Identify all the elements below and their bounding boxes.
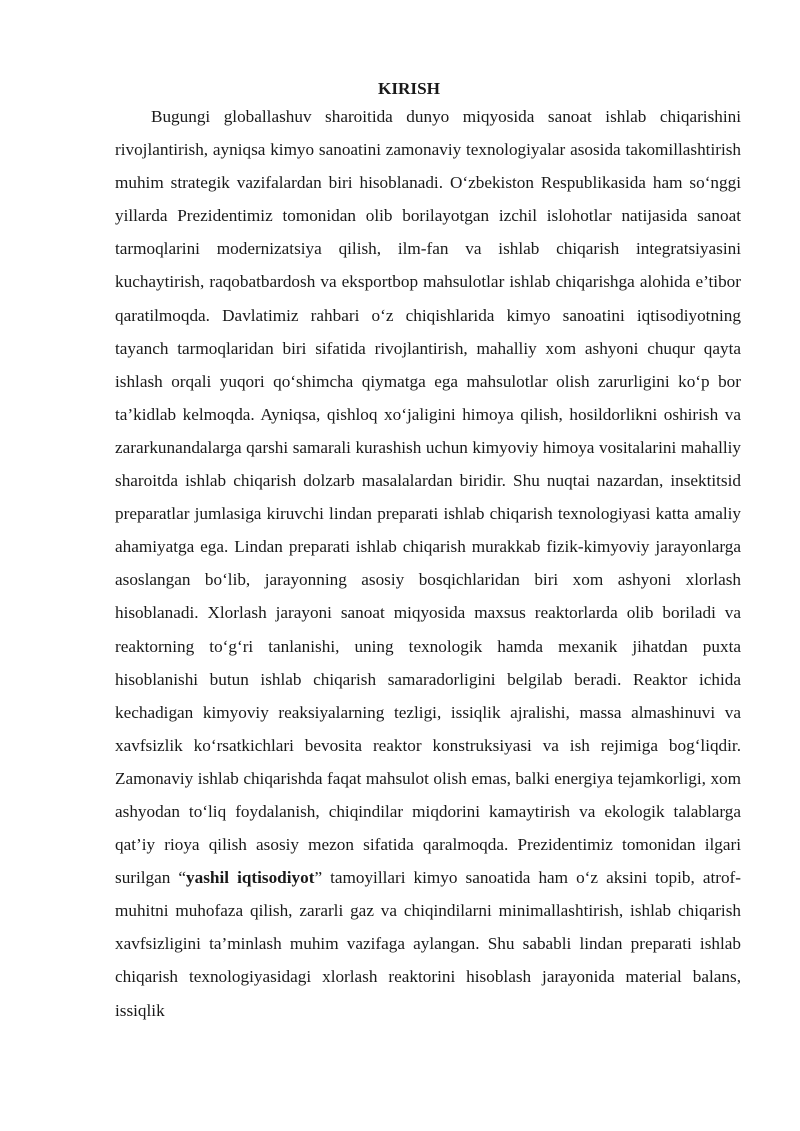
intro-paragraph <box>115 100 741 1027</box>
bold-phrase: yashil iqtisodiyot <box>186 868 315 888</box>
document-page <box>115 78 741 1027</box>
paragraph-text-part-2: ” tamoyillari kimyo sanoatida ham o‘z aksini topib, atrof-muhitni muhofaza qilish, zararli gaz va chiqindilarni minimallashtirish, ishlab chiqarish xavfsizligini ta’minlash muhim vazifaga aylangan. Shu sababli lindan preparati ishlab chiqarish texnologiyasidagi xlorlash reaktorini hisoblash jarayonida material balans, issiqlik <box>115 868 741 1020</box>
paragraph-text-part-1: Bugungi globallashuv sharoitida dunyo miqyosida sanoat ishlab chiqarishini rivojlantirish, ayniqsa kimyo sanoatini zamonaviy texnologiyalar asosida takomillashtirish muhim strategik vazifalardan biri hisoblanadi. O‘zbekiston Respublikasida ham so‘nggi yillarda Prezidentimiz tomonidan olib borilayotgan izchil islohotlar natijasida sanoat tarmoqlarini modernizatsiya qilish, ilm-fan va ishlab chiqarish integratsiyasini kuchaytirish, raqobatbardosh va eksportbop mahsulotlar ishlab chiqarishga alohida e’tibor qaratilmoqda. Davlatimiz rahbari o‘z chiqishlarida kimyo sanoatini iqtisodiyotning tayanch tarmoqlaridan biri sifatida rivojlantirish, mahalliy xom ashyoni chuqur qayta ishlash orqali yuqori qo‘shimcha qiymatga ega mahsulotlar olish zarurligini ko‘p bor ta’kidlab kelmoqda. Ayniqsa, qishloq xo‘jaligini himoya qilish, hosildorlikni oshirish va zararkunandalarga qarshi samarali kurashish uchun kimyoviy himoya vositalarini mahalliy sharoitda ishlab chiqarish dolzarb masalalardan biridir. Shu nuqtai nazardan, insektitsid preparatlar jumlasiga kiruvchi lindan preparati ishlab chiqarish texnologiyasi katta amaliy ahamiyatga ega. Lindan preparati ishlab chiqarish murakkab fizik-kimyoviy jarayonlarga asoslangan bo‘lib, jarayonning asosiy bosqichlaridan biri xom ashyoni xlorlash hisoblanadi. Xlorlash jarayoni sanoat miqyosida maxsus reaktorlarda olib boriladi va reaktorning to‘g‘ri tanlanishi, uning texnologik hamda mexanik jihatdan puxta hisoblanishi butun ishlab chiqarish samaradorligini belgilab beradi. Reaktor ichida kechadigan kimyoviy reaksiyalarning tezligi, issiqlik ajralishi, massa almashinuvi va xavfsizlik ko‘rsatkichlari bevosita reaktor konstruksiyasi va ish rejimiga bog‘liqdir. Zamonaviy ishlab chiqarishda faqat mahsulot olish emas, balki energiya tejamkorligi, xom ashyodan to‘liq foydalanish, chiqindilar miqdorini kamaytirish va ekologik talablarga qat’iy rioya qilish asosiy mezon sifatida qaralmoqda. Prezidentimiz tomonidan ilgari surilgan “ <box>115 107 741 888</box>
page-title: KIRISH <box>377 79 441 98</box>
